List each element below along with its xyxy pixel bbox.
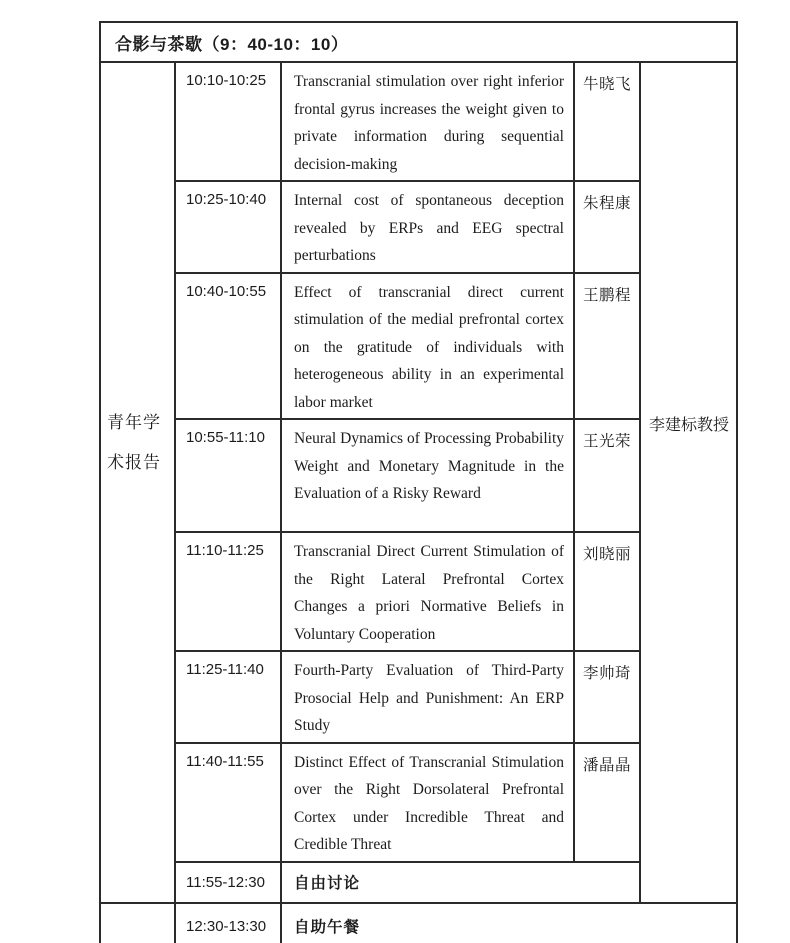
talk-title: Effect of transcranial direct current stimulation of the medial prefrontal cortex on the gratitude of individuals with heterogeneous ability in an experimental labor market [281, 273, 574, 420]
talk-time: 11:25-11:40 [175, 651, 281, 743]
talk-title: Internal cost of spontaneous deception revealed by ERPs and EEG spectral perturbations [281, 181, 574, 273]
talk-speaker: 牛晓飞 [574, 62, 640, 181]
table-row [100, 62, 737, 181]
talk-title: Fourth-Party Evaluation of Third-Party Prosocial Help and Punishment: An ERP Study [281, 651, 574, 743]
talk-title: Distinct Effect of Transcranial Stimulation over the Right Dorsolateral Prefrontal Cortex under Incredible Threat and Credible Threat [281, 743, 574, 862]
session-chair-label: 李建标教授 [640, 62, 737, 903]
lunch-time: 12:30-13:30 [175, 903, 281, 943]
break-session-header: 合影与茶歇（9：40-10：10） [100, 22, 737, 62]
talk-time: 10:25-10:40 [175, 181, 281, 273]
talk-title: Transcranial Direct Current Stimulation of the Right Lateral Prefrontal Cortex Changes a priori Normative Beliefs in Voluntary Cooperation [281, 532, 574, 651]
talk-speaker: 刘晓丽 [574, 532, 640, 651]
talk-speaker: 王光荣 [574, 419, 640, 532]
free-discussion-label: 自由讨论 [281, 862, 640, 903]
talk-time: 10:10-10:25 [175, 62, 281, 181]
empty-cell [100, 903, 175, 943]
talk-time: 11:40-11:55 [175, 743, 281, 862]
talk-title: Neural Dynamics of Processing Probability Weight and Monetary Magnitude in the Evaluation of a Risky Reward [281, 419, 574, 532]
table-row [100, 903, 737, 943]
talk-speaker: 潘晶晶 [574, 743, 640, 862]
talk-speaker: 李帅琦 [574, 651, 640, 743]
talk-title: Transcranial stimulation over right inferior frontal gyrus increases the weight given to private information during sequential decision-making [281, 62, 574, 181]
talk-speaker: 王鹏程 [574, 273, 640, 420]
session-track-label: 青年学术报告 [100, 62, 175, 903]
talk-speaker: 朱程康 [574, 181, 640, 273]
conference-schedule-table [99, 21, 738, 943]
buffet-lunch-label: 自助午餐 [281, 903, 737, 943]
talk-time: 10:55-11:10 [175, 419, 281, 532]
table-row [100, 22, 737, 62]
talk-time: 11:10-11:25 [175, 532, 281, 651]
talk-time: 10:40-10:55 [175, 273, 281, 420]
discussion-time: 11:55-12:30 [175, 862, 281, 903]
